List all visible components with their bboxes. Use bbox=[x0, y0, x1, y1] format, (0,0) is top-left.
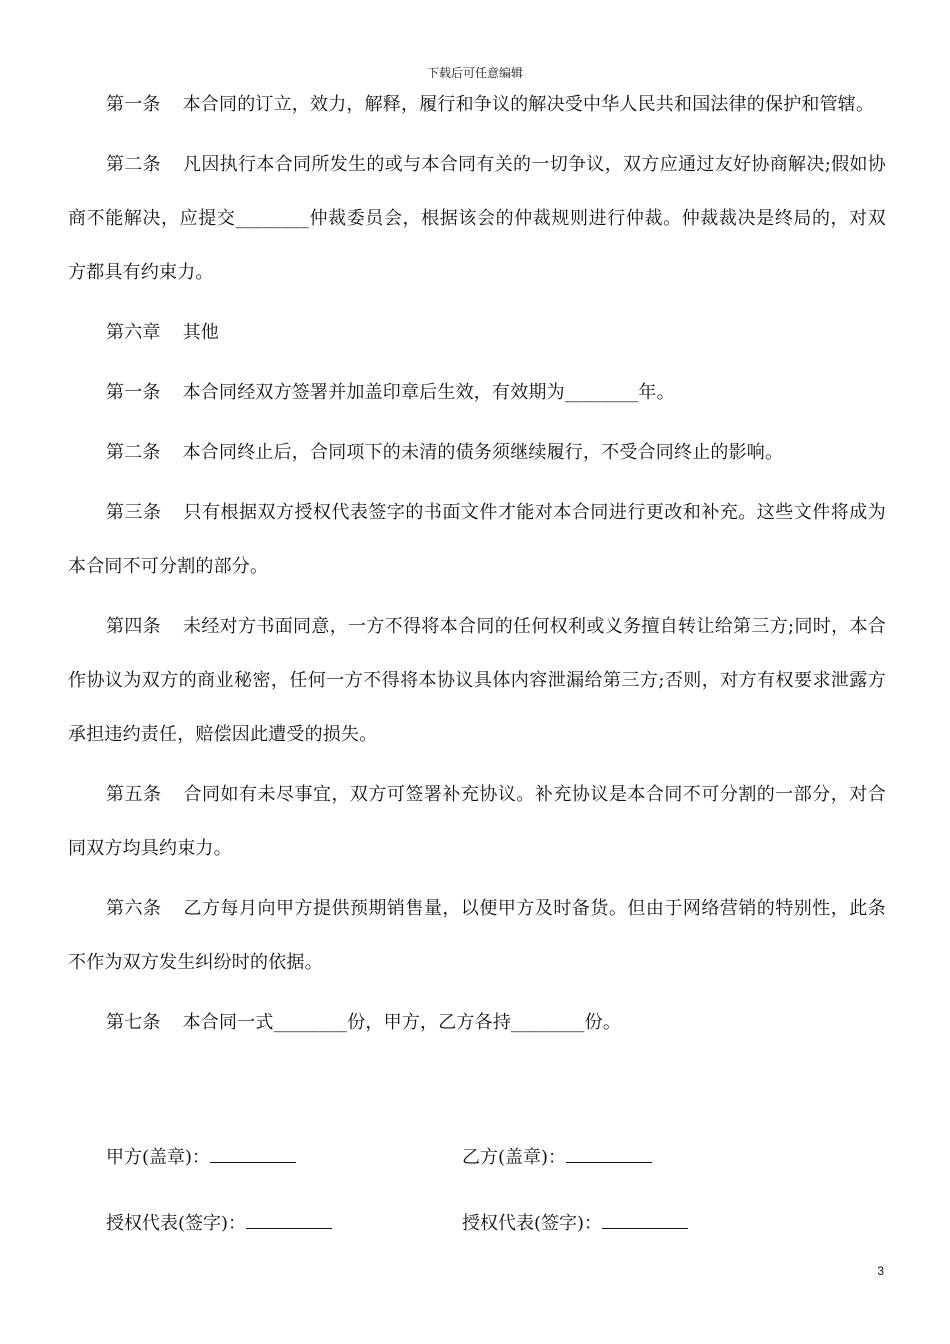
clause-paragraph bbox=[68, 78, 886, 132]
clause-number: 第二条 bbox=[106, 154, 162, 175]
clause-paragraph bbox=[68, 486, 886, 594]
clause-text: 合同如有未尽事宜，双方可签署补充协议。补充协议是本合同不可分割的一部分，对合同双方均具约束力。 bbox=[68, 784, 886, 859]
clause-text: 未经对方书面同意，一方不得将本合同的任何权利或义务擅自转让给第三方;同时，本合作协议为双方的商业秘密，任何一方不得将本协议具体内容泄漏给第三方;否则，对方有权要求泄露方承担违约责任，赔偿因此遭受的损失。 bbox=[68, 616, 886, 745]
clause-text: 份，甲方，乙方各持 bbox=[347, 1012, 512, 1033]
clause-number: 第一条 bbox=[106, 382, 161, 403]
clause-text: 只有根据双方授权代表签字的书面文件才能对本合同进行更改和补充。这些文件将成为本合同不可分割的部分。 bbox=[68, 502, 886, 577]
blank-line[interactable]: ________ bbox=[273, 1012, 348, 1033]
clause-number: 第四条 bbox=[106, 616, 162, 637]
chapter-title: 其他 bbox=[182, 322, 220, 343]
page-header: 下载后可任意编辑 bbox=[426, 66, 523, 80]
clause-paragraph bbox=[68, 366, 886, 420]
party-a-seal-label: 甲方(盖章)： bbox=[106, 1147, 211, 1168]
party-a-seal bbox=[106, 1144, 296, 1172]
clause-paragraph bbox=[68, 768, 886, 876]
clause-number: 第七条 bbox=[106, 1012, 161, 1033]
party-b-seal bbox=[462, 1144, 652, 1172]
chapter-heading bbox=[68, 306, 886, 360]
clause-paragraph bbox=[68, 882, 886, 990]
page-number: 3 bbox=[877, 1264, 884, 1278]
clause-number: 第五条 bbox=[106, 784, 162, 805]
party-a-representative bbox=[106, 1210, 332, 1238]
clause-text: 凡因执行本合同所发生的或与本合同有关的一切争议，双方应通过友好协商解决;假如协商不能解决，应提交 bbox=[68, 154, 886, 229]
clause-text: 本合同的订立，效力，解释，履行和争议的解决受中华人民共和国法律的保护和管辖。 bbox=[182, 94, 875, 115]
clause-paragraph bbox=[68, 426, 886, 480]
party-b-representative bbox=[462, 1210, 688, 1238]
clause-text: 本合同经双方签署并加盖印章后生效，有效期为 bbox=[182, 382, 565, 403]
clause-text: 乙方每月向甲方提供预期销售量，以便甲方及时备货。但由于网络营销的特别性，此条不作为双方发生纠纷时的依据。 bbox=[68, 898, 886, 973]
blank-line[interactable]: ________ bbox=[235, 208, 310, 229]
chapter-number: 第六章 bbox=[106, 322, 161, 343]
clause-number: 第六条 bbox=[106, 898, 162, 919]
clause-number: 第一条 bbox=[106, 94, 161, 115]
clause-text: 本合同终止后，合同项下的未清的债务须继续履行，不受合同终止的影响。 bbox=[182, 442, 784, 463]
party-b-seal-label: 乙方(盖章)： bbox=[462, 1147, 567, 1168]
party-a-seal-line[interactable] bbox=[210, 1144, 296, 1163]
clause-paragraph bbox=[68, 138, 886, 300]
contract-body bbox=[68, 78, 886, 1056]
party-b-seal-line[interactable] bbox=[566, 1144, 652, 1163]
clause-number: 第二条 bbox=[106, 442, 161, 463]
blank-line[interactable]: ________ bbox=[564, 382, 639, 403]
blank-line[interactable]: ________ bbox=[511, 1012, 585, 1033]
clause-text: 份。 bbox=[584, 1012, 622, 1033]
clause-paragraph bbox=[68, 996, 886, 1050]
party-a-rep-line[interactable] bbox=[246, 1210, 332, 1229]
clause-text: 仲裁委员会，根据该会的仲裁规则进行仲裁。仲裁裁决是终局的，对双方都具有约束力。 bbox=[68, 208, 886, 283]
party-a-rep-label: 授权代表(签字)： bbox=[106, 1213, 247, 1234]
party-b-rep-line[interactable] bbox=[602, 1210, 688, 1229]
clause-text: 本合同一式 bbox=[182, 1012, 274, 1033]
clause-text: 年。 bbox=[638, 382, 675, 403]
clause-paragraph bbox=[68, 600, 886, 762]
party-b-rep-label: 授权代表(签字)： bbox=[462, 1213, 603, 1234]
clause-number: 第三条 bbox=[106, 502, 162, 523]
